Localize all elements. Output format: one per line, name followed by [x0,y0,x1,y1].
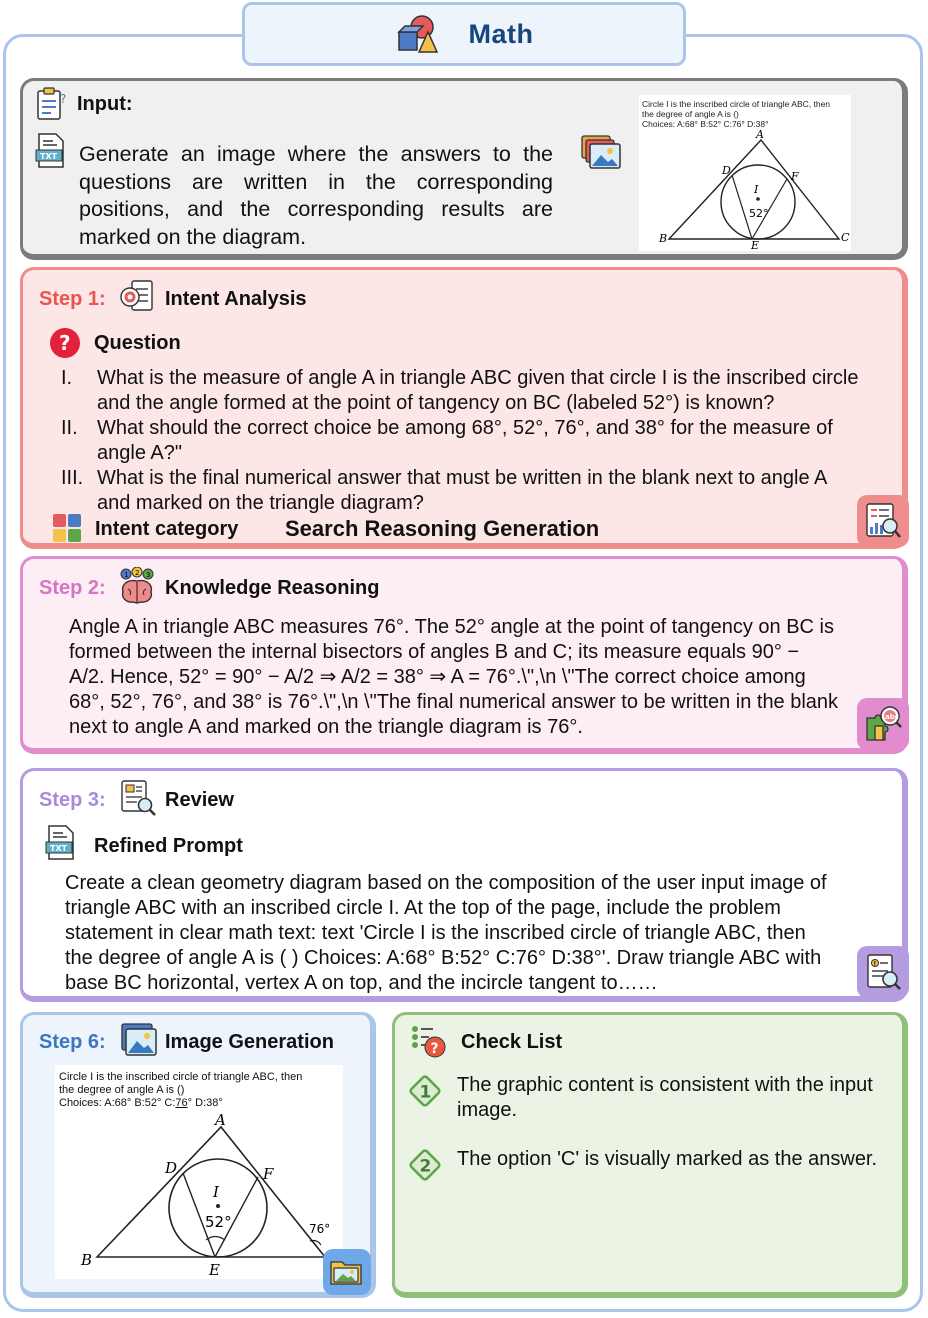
svg-text:1: 1 [124,571,129,579]
step6-name: Image Generation [165,1031,334,1053]
choices-suffix: ° D:38° [187,1097,223,1109]
input-image-choices: Choices: A:68° B:52° C:76° D:38° [642,119,769,129]
generated-label-d: D [165,1159,178,1177]
check-text: The option 'C' is visually marked as the answer. [457,1148,878,1170]
question-text: What is the measure of angle A in triangle ABC given that circle I is the inscribed circle and the angle formed at the point of tangency on BC (labeled 52°) is known? [97,367,859,414]
choices-prefix: Choices: A:68° B:52° C: [59,1097,176,1109]
input-panel [20,78,908,260]
svg-text:?: ? [59,331,71,355]
list-item [61,416,861,466]
svg-text:?: ? [60,92,67,106]
number-badge [407,1073,443,1109]
intent-category-label: Intent category [95,518,239,540]
input-label-d: D [722,164,731,177]
input-triangle-diagram [639,95,851,251]
reasoning-text: Angle A in triangle ABC measures 76°. The 52° angle at the point of tangency on BC is formed between the internal bisectors of angles B and C; its measure equals 90° − A/2. Hence, 52° = 90° − A/2 ⇒ A/2 = 38° ⇒ A = 76°.\",\n \"The correct choice among 68°, 52°, 76°, and 38° is 76°.\",\n \"The final numerical answer to be written in the blank next to angle A and marked on the triangle diagram is 76°. [69,616,839,738]
brain-icon [117,567,157,605]
step3-panel [20,768,908,1002]
image-gallery-icon [581,135,621,169]
generated-label-b: B [81,1251,93,1269]
diamond-badge-icon [407,1073,443,1109]
analytics-icon [863,501,903,541]
generated-label-i: I [213,1183,219,1201]
generated-label-f: F [263,1165,274,1183]
question-icon [49,327,81,359]
page-title: Math [468,18,534,49]
svg-text:TXT: TXT [40,152,58,161]
title-tab [242,2,686,66]
txt-file-icon [35,133,67,169]
generated-answer-label: 76° [309,1222,331,1236]
input-label-c: C [841,231,850,244]
puzzle-badge [857,698,909,750]
input-label-b: B [659,232,668,245]
generated-label-e: E [209,1261,220,1279]
step1-label: Step 1: [39,288,106,310]
step1-panel [20,267,908,549]
generated-triangle-diagram [55,1065,343,1279]
question-number: III. [61,467,84,489]
input-label-f: F [791,170,799,183]
generated-caption-2: the degree of angle A is () [59,1084,185,1096]
analytics-badge [857,495,909,547]
refined-prompt-text: Create a clean geometry diagram based on the composition of the user input image of triangle ABC with an inscribed circle I. At the top of the page, include the problem statement in clear math text: text 'Circle I is the inscribed circle of triangle ABC, then the degree of angle A is ( ) Choices: A:68° B:52° C:76° D:38°'. Draw triangle ABC with base BC horizontal, vertex A on top, and the incircle tangent to…… [65,872,827,994]
step2-name: Knowledge Reasoning [165,577,380,599]
folder-image-icon [329,1256,365,1288]
gallery-badge [323,1249,371,1295]
review-badge [857,946,909,998]
svg-text:!: ! [873,960,877,968]
checklist-question-icon [411,1025,447,1059]
svg-text:3: 3 [146,571,151,579]
generated-label-angle: 52° [205,1213,232,1231]
list-item [407,1147,897,1183]
clipboard-icon [35,87,69,121]
check-number: 1 [419,1082,432,1103]
choices-marked-answer: 76 [175,1097,188,1109]
step2-panel [20,556,908,754]
input-image [639,95,851,251]
input-label: Input: [77,93,133,115]
shapes-icon [395,14,439,54]
input-image-caption-2: the degree of angle A is () [642,109,739,119]
refined-prompt-heading: Refined Prompt [94,835,243,857]
step6-label: Step 6: [39,1031,106,1053]
question-text: What should the correct choice be among 68°, 52°, 76°, and 38° for the measure of angle A?" [97,417,833,464]
document-search-icon [119,779,157,817]
list-item [61,366,861,416]
list-item [61,466,861,516]
input-image-caption-1: Circle I is the inscribed circle of triangle ABC, then [642,99,831,109]
generated-image [55,1065,343,1279]
checklist-panel [392,1012,908,1298]
input-label-a: A [756,128,764,141]
review-search-icon [863,952,903,992]
input-label-i: I [754,183,759,196]
list-item [407,1073,887,1123]
number-badge [407,1147,443,1183]
generated-caption-1: Circle I is the inscribed circle of triangle ABC, then [59,1071,303,1083]
question-list [61,366,861,516]
diamond-badge-icon [407,1147,443,1183]
generated-label-a: A [215,1111,226,1129]
txt-file-icon [45,825,77,861]
puzzle-search-icon [863,704,903,744]
image-icon [121,1023,157,1057]
intent-category-value: Search Reasoning Generation [285,516,600,541]
step3-name: Review [165,789,234,811]
check-text: The graphic content is consistent with the input image. [457,1074,873,1121]
step1-name: Intent Analysis [165,288,307,310]
check-number: 2 [419,1156,432,1177]
question-number: II. [61,417,78,439]
question-number: I. [61,367,73,389]
input-label-angle: 52° [749,207,769,220]
svg-text:2: 2 [135,569,140,577]
category-grid-icon [53,514,81,542]
svg-text:TXT: TXT [50,844,68,853]
step6-panel [20,1012,376,1298]
input-label-e: E [751,239,760,251]
input-text: Generate an image where the answers to the questions are written in the corresponding positions, and the corresponding results are marked on the diagram. [79,142,553,249]
target-checklist-icon [119,279,155,313]
step3-label: Step 3: [39,789,106,811]
svg-text:abc: abc [885,713,899,721]
checklist-title: Check List [461,1031,563,1053]
question-text: What is the final numerical answer that must be written in the blank next to angle A and marked on the triangle diagram? [97,467,827,514]
svg-text:?: ? [430,1041,439,1057]
step2-label: Step 2: [39,577,106,599]
question-heading: Question [94,332,181,354]
